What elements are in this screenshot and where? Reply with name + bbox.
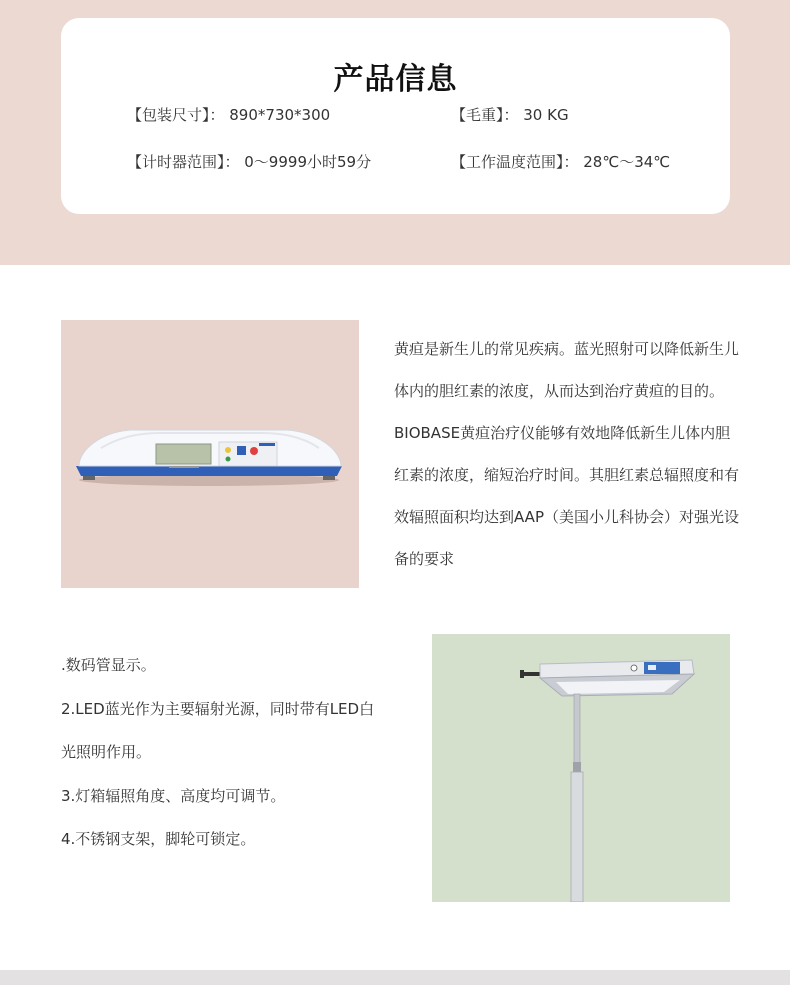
spec-gross-weight: 【毛重】： 30 KG xyxy=(451,106,569,124)
top-band xyxy=(0,0,790,265)
spec-working-temperature: 【工作温度范围】： 28℃～34℃ xyxy=(451,153,671,171)
device-photo-tabletop xyxy=(61,320,359,588)
product-description: 黄疸是新生儿的常见疾病。蓝光照射可以降低新生儿体内的胆红素的浓度，从而达到治疗黄疸的目的。BIOBASE黄疸治疗仪能够有效地降低新生儿体内胆红素的浓度，缩短治疗时间。其胆红素总辐照度和有效辐照面积均达到AAP（美国小儿科协会）对强光设备的要求 xyxy=(394,340,740,568)
product-info-card xyxy=(61,18,730,214)
feature-item: 4.不锈钢支架，脚轮可锁定。 xyxy=(61,830,256,848)
product-info-title: 产品信息 xyxy=(333,62,458,97)
feature-item: 2.LED蓝光作为主要辐射光源，同时带有LED白 xyxy=(61,699,375,718)
bottom-band xyxy=(0,970,790,985)
spec-timer-range: 【计时器范围】： 0～9999小时59分 xyxy=(127,153,372,171)
feature-item: .数码管显示。 xyxy=(61,656,156,674)
device-photo-stand xyxy=(432,634,730,902)
feature-item: 3.灯箱辐照角度、高度均可调节。 xyxy=(61,786,286,805)
feature-list xyxy=(61,648,411,866)
feature-item: 光照明作用。 xyxy=(61,743,152,761)
spec-package-size: 【包装尺寸】： 890*730*300 xyxy=(127,106,331,124)
